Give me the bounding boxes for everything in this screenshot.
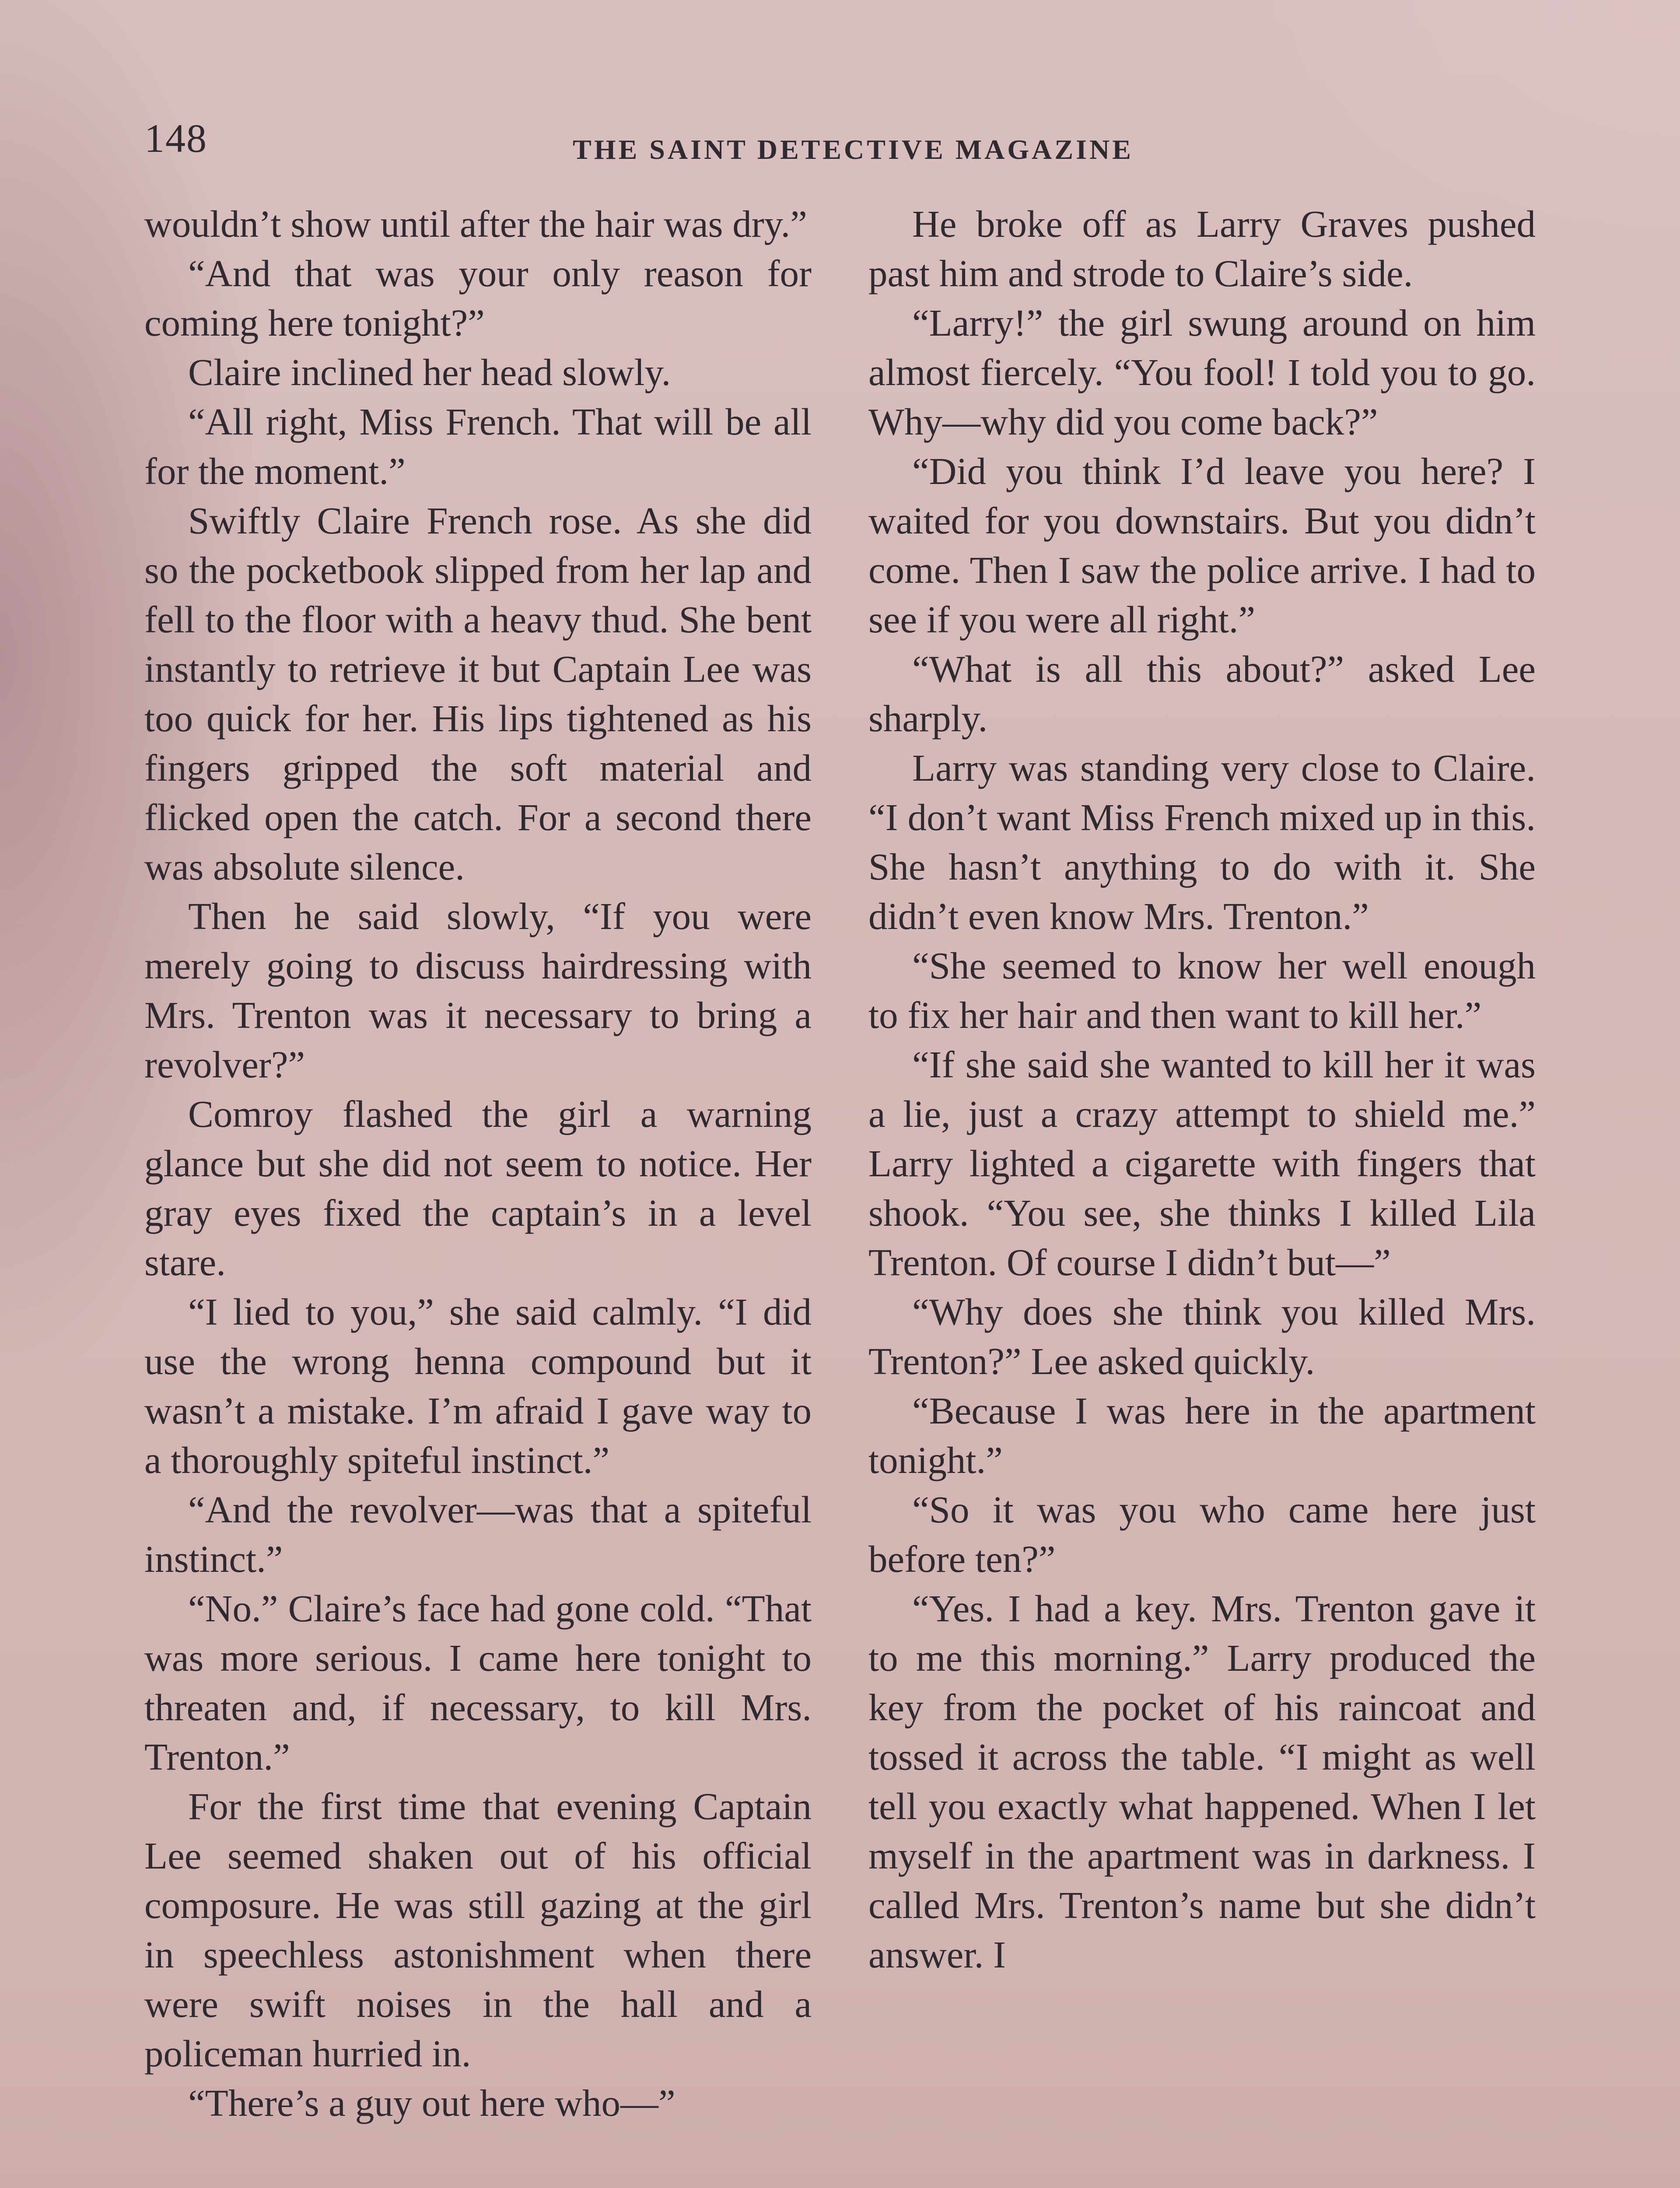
paragraph: “All right, Miss French. That will be all for the moment.” <box>144 400 812 492</box>
paragraph: “Because I was here in the apartment tonight.” <box>868 1389 1536 1481</box>
paragraph: wouldn’t show until after the hair was dry.” <box>144 203 807 245</box>
paragraph: “No.” Claire’s face had gone cold. “That was more serious. I came here tonight to threaten and, if necessary, to kill Mrs. Trenton.” <box>144 1587 812 1778</box>
paragraph: “Did you think I’d leave you here? I waited for you downstairs. But you didn’t come. Then I saw the police arrive. I had to see if you were all right.” <box>868 450 1536 641</box>
paragraph: Larry was standing very close to Claire. “I don’t want Miss French mixed up in this. She hasn’t anything to do with it. She didn’t even know Mrs. Trenton.” <box>868 747 1536 937</box>
paragraph: “There’s a guy out here who—” <box>188 2082 676 2124</box>
paragraph: He broke off as Larry Graves pushed past him and strode to Claire’s side. <box>868 203 1536 295</box>
paragraph: “And the revolver—was that a spiteful instinct.” <box>144 1488 812 1580</box>
paragraph: Then he said slowly, “If you were merely going to discuss hairdressing with Mrs. Trenton was it necessary to bring a revolver?” <box>144 895 812 1086</box>
paragraph: Comroy flashed the girl a warning glance but she did not seem to notice. Her gray eyes fixed the captain’s in a level stare. <box>144 1093 812 1283</box>
paragraph: “Yes. I had a key. Mrs. Trenton gave it to me this morning.” Larry produced the key from the pocket of his raincoat and tossed it across the table. “I might as well tell you exactly what happened. When I let myself in the apartment was in darkness. I called Mrs. Trenton’s name but she didn’t answer. I <box>868 1587 1536 1976</box>
paragraph: Claire inclined her head slowly. <box>188 351 671 393</box>
paragraph: “So it was you who came here just before ten?” <box>868 1488 1536 1580</box>
left-column <box>144 199 812 2128</box>
paragraph: “I lied to you,” she said calmly. “I did use the wrong henna compound but it wasn’t a mistake. I’m afraid I gave way to a thoroughly spiteful instinct.” <box>144 1290 812 1481</box>
paragraph: “Why does she think you killed Mrs. Trenton?” Lee asked quickly. <box>868 1290 1536 1382</box>
paragraph: Swiftly Claire French rose. As she did so the pocketbook slipped from her lap and fell to the floor with a heavy thud. She bent instantly to retrieve it but Captain Lee was too quick for her. His lips tightened as his fingers gripped the soft material and flicked open the catch. For a second there was absolute silence. <box>144 499 812 888</box>
page-number: 148 <box>144 116 207 161</box>
paragraph: For the first time that evening Captain Lee seemed shaken out of his official composure. He was still gazing at the girl in speechless astonishment when there were swift noises in the hall and a policeman hurried in. <box>144 1785 812 2075</box>
right-column <box>868 199 1536 1979</box>
paragraph: “She seemed to know her well enough to fix her hair and then want to kill her.” <box>868 944 1536 1036</box>
paragraph: “And that was your only reason for coming here tonight?” <box>144 252 812 344</box>
paragraph: “What is all this about?” asked Lee sharply. <box>868 648 1536 740</box>
paragraph: “If she said she wanted to kill her it was a lie, just a crazy attempt to shield me.” Larry lighted a cigarette with fingers that shook. “You see, she thinks I killed Lila Trenton. Of course I didn’t but—” <box>868 1043 1536 1283</box>
paragraph: “Larry!” the girl swung around on him almost fiercely. “You fool! I told you to go. Why—why did you come back?” <box>868 302 1536 443</box>
running-head: THE SAINT DETECTIVE MAGAZINE <box>573 134 1134 165</box>
